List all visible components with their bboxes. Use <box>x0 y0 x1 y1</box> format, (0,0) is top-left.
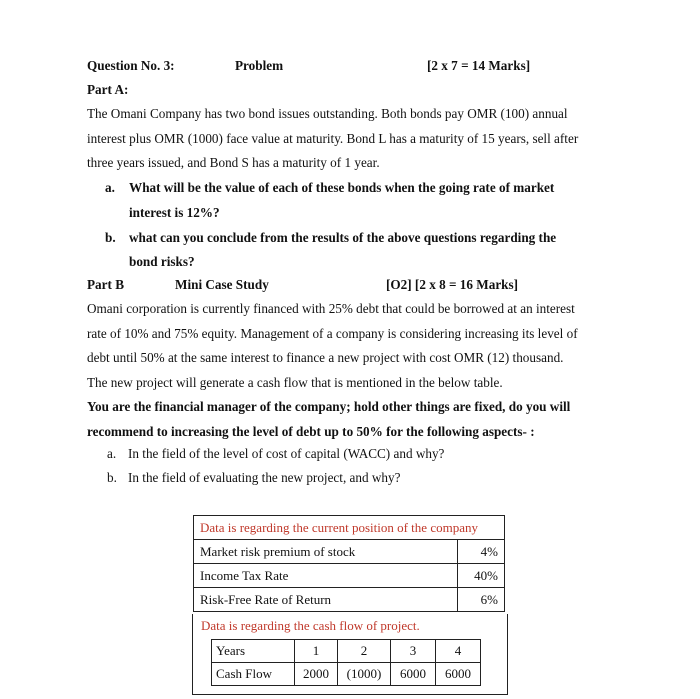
row-label: Income Tax Rate <box>194 564 458 588</box>
part-a-line: three years issued, and Bond S has a maturity of 1 year. <box>87 155 380 171</box>
cashflow-cell: 2000 <box>295 663 338 686</box>
table-row <box>194 540 505 564</box>
question-marks: [2 x 7 = 14 Marks] <box>427 58 531 73</box>
cashflow-label: Cash Flow <box>212 663 295 686</box>
cashflow-cell: 6000 <box>391 663 436 686</box>
question-a-line: What will be the value of each of these bonds when the going rate of market <box>129 180 555 195</box>
part-b-item-a-label: a. <box>107 446 117 461</box>
year-cell: 3 <box>391 640 436 663</box>
cashflow-cell: 6000 <box>436 663 481 686</box>
part-b-item-a-text: In the field of the level of cost of capital (WACC) and why? <box>128 446 445 461</box>
years-label: Years <box>212 640 295 663</box>
question-a-label: a. <box>105 180 115 195</box>
part-b-line: The new project will generate a cash flow that is mentioned in the below table. <box>87 374 503 390</box>
part-b-line: rate of 10% and 75% equity. Management of a company is considering increasing its level of <box>87 325 578 341</box>
question-number: Question No. 3: <box>87 58 175 73</box>
part-b-item-b-text: In the field of evaluating the new project, and why? <box>128 470 401 485</box>
row-label: Risk-Free Rate of Return <box>194 588 458 612</box>
cashflow-row <box>212 663 481 686</box>
question-a-line: interest is 12%? <box>129 205 220 220</box>
part-b-bold-line: You are the financial manager of the company; hold other things are fixed, do you will <box>87 399 571 415</box>
part-b-title: Part B <box>87 277 124 292</box>
years-row <box>212 640 481 663</box>
part-b-line: Omani corporation is currently financed with 25% debt that could be borrowed at an interest <box>87 301 575 316</box>
part-a-line: interest plus OMR (1000) face value at maturity. Bond L has a maturity of 15 years, sell after <box>87 130 579 146</box>
row-value: 4% <box>458 540 505 564</box>
question-b-line: what can you conclude from the results of the above questions regarding the <box>129 230 557 245</box>
table-row <box>194 588 505 612</box>
question-b-line: bond risks? <box>129 254 195 269</box>
data-table <box>193 515 505 612</box>
part-b-line: debt until 50% at the same interest to finance a new project with cost OMR (12) thousand. <box>87 350 564 366</box>
part-a-paragraph <box>87 102 627 176</box>
part-b-item-b-label: b. <box>107 470 117 485</box>
question-type: Problem <box>235 58 284 73</box>
part-a-title: Part A: <box>87 82 129 97</box>
row-value: 40% <box>458 564 505 588</box>
question-b-label: b. <box>105 230 116 245</box>
part-b-marks: [O2] [2 x 8 = 16 Marks] <box>386 277 519 292</box>
part-b-bold-line: recommend to increasing the level of debt up to 50% for the following aspects- : <box>87 423 535 439</box>
cashflow-table <box>211 639 481 686</box>
current-position-header: Data is regarding the current position of the company <box>194 516 505 540</box>
year-cell: 1 <box>295 640 338 663</box>
table-header-row <box>194 516 505 540</box>
part-b-paragraph <box>87 297 627 445</box>
year-cell: 2 <box>338 640 391 663</box>
cashflow-cell: (1000) <box>338 663 391 686</box>
row-value: 6% <box>458 588 505 612</box>
cashflow-header: Data is regarding the cash flow of project. <box>201 618 420 633</box>
part-b-subtitle: Mini Case Study <box>175 277 269 292</box>
year-cell: 4 <box>436 640 481 663</box>
part-a-line: The Omani Company has two bond issues outstanding. Both bonds pay OMR (100) annual <box>87 106 568 121</box>
row-label: Market risk premium of stock <box>194 540 458 564</box>
table-row <box>194 564 505 588</box>
